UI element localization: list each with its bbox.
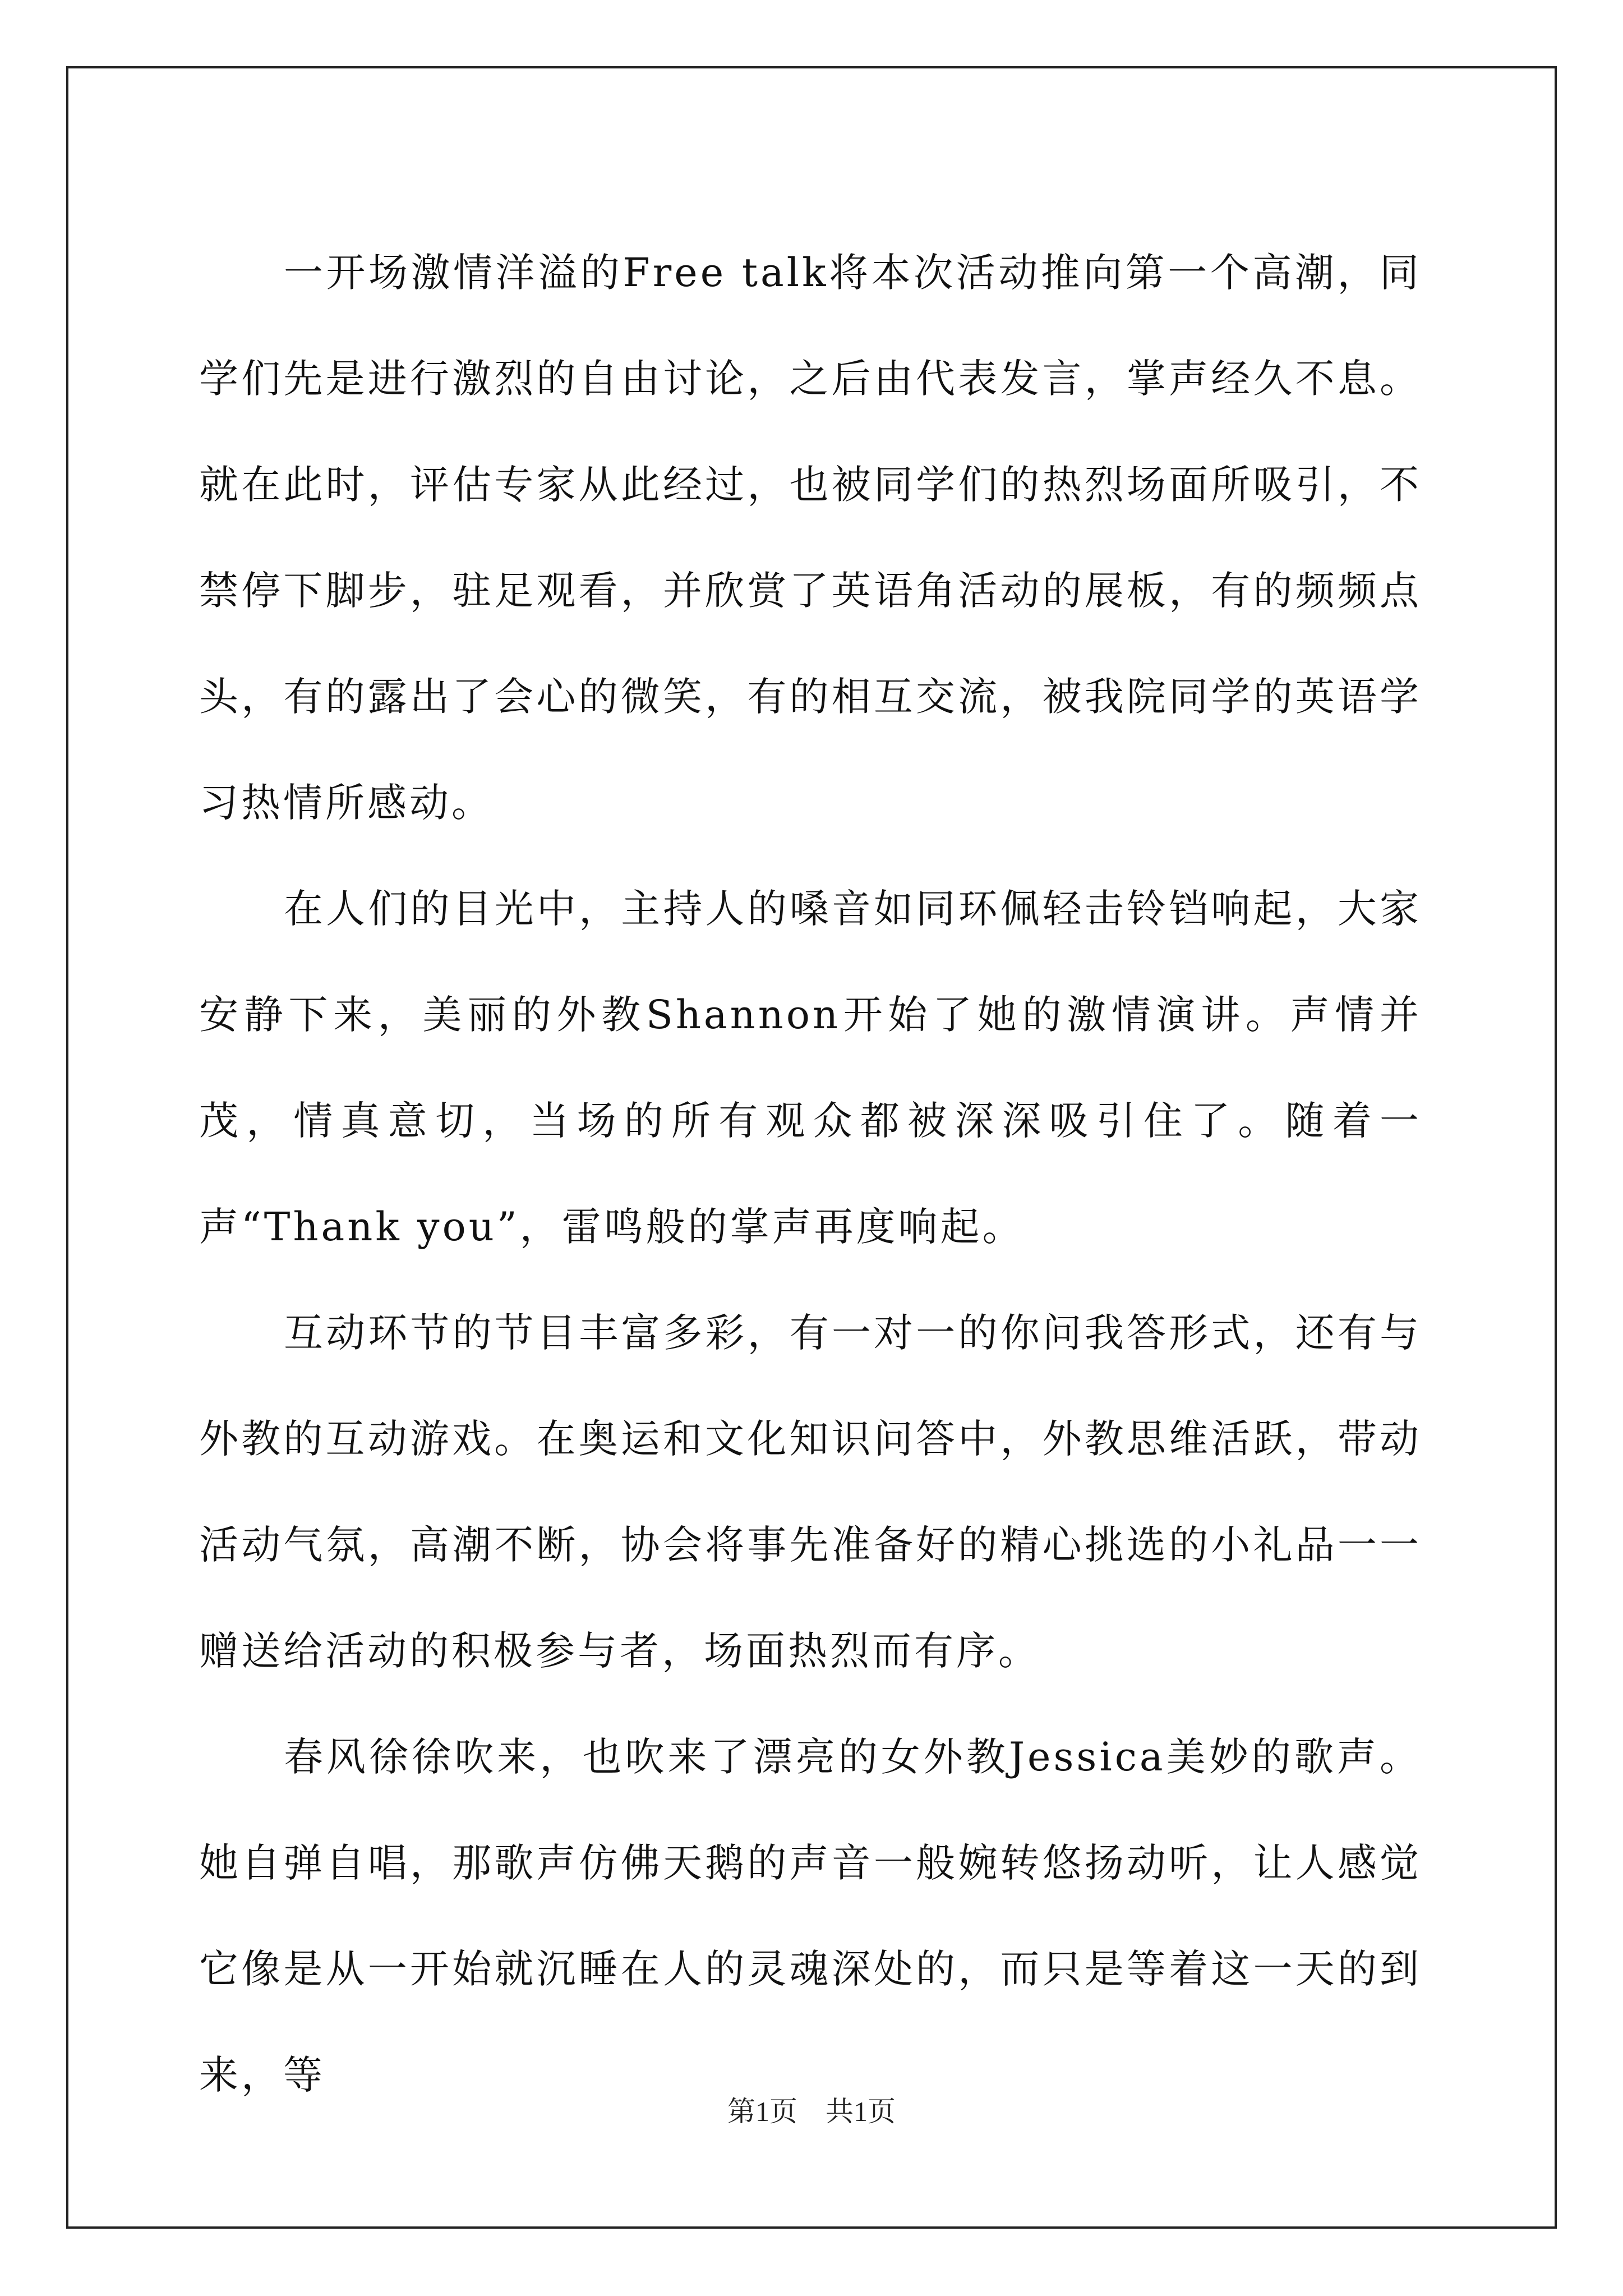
paragraph-3: 互动环节的节目丰富多彩，有一对一的你问我答形式，还有与外教的互动游戏。在奥运和文化知识问答中，外教思维活跃，带动活动气氛，高潮不断，协会将事先准备好的精心挑选的小礼品一一赠送给活动的积极参与者，场面热烈而有序。 (199, 1310, 1422, 1674)
page-number-footer: 第1页 共1页 (727, 2096, 896, 2127)
paragraph-1: 一开场激情洋溢的Free talk将本次活动推向第一个高潮，同学们先是进行激烈的自由讨论，之后由代表发言，掌声经久不息。就在此时，评估专家从此经过，也被同学们的热烈场面所吸引，不禁停下脚步，驻足观看，并欣赏了英语角活动的展板，有的频频点头，有的露出了会心的微笑，有的相互交流，被我院同学的英语学习热情所感动。 (199, 250, 1422, 826)
paragraph-4: 春风徐徐吹来，也吹来了漂亮的女外教Jessica美妙的歌声。她自弹自唱，那歌声仿佛天鹅的声音一般婉转悠扬动听，让人感觉它像是从一开始就沉睡在人的灵魂深处的，而只是等着这一天的到来，等 (199, 1734, 1422, 2098)
document-body (199, 220, 1422, 2128)
paragraph-2: 在人们的目光中，主持人的嗓音如同环佩轻击铃铛响起，大家安静下来，美丽的外教Shannon开始了她的激情演讲。声情并茂，情真意切，当场的所有观众都被深深吸引住了。随着一声“Thank you”，雷鸣般的掌声再度响起。 (199, 886, 1422, 1250)
